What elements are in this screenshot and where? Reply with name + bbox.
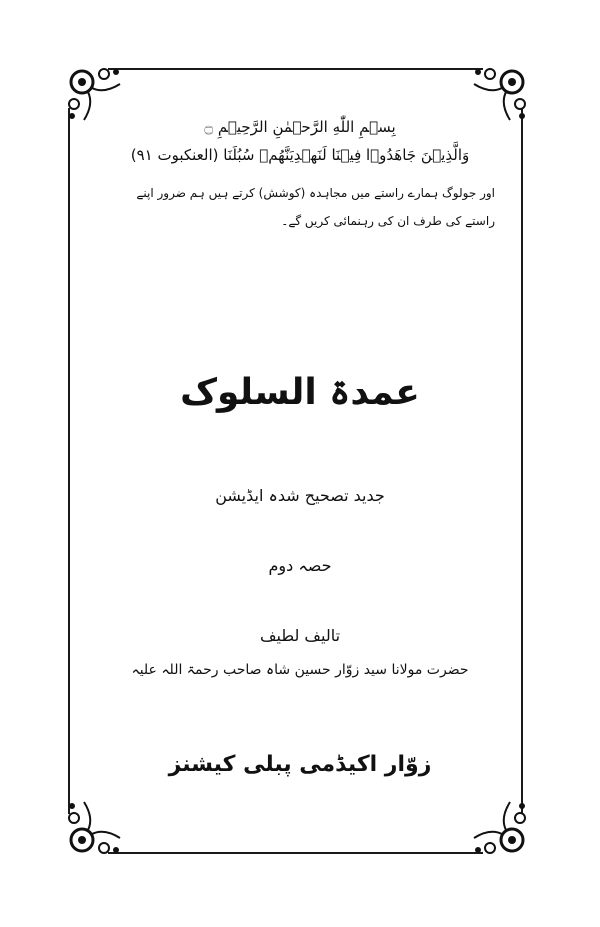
border-right: [521, 108, 523, 814]
author-label: تالیف لطیف: [259, 626, 341, 645]
translation-line-2: راستے کی طرف ان کی رہنمائی کریں گے۔: [281, 214, 495, 228]
edition-label: جدید تصحیح شدہ ایڈیشن: [215, 486, 385, 505]
quran-verse: وَالَّذِيۡنَ جَاهَدُوۡا فِيۡنَا لَنَهۡدِيَنَّهُمۡ سُبُلَنَا (العنکبوت ۹۱): [130, 146, 470, 164]
border-bottom: [108, 852, 483, 854]
corner-ornament-icon: [64, 798, 124, 858]
corner-ornament-icon: [470, 798, 530, 858]
border-top: [108, 68, 483, 70]
corner-ornament-icon: [64, 64, 124, 124]
author-name: حضرت مولانا سید زوّار حسین شاہ صاحب رحمۃ اللہ علیہ: [131, 662, 469, 678]
book-title: عمدۃ السلوک: [180, 372, 420, 413]
border-left: [68, 108, 70, 814]
bismillah: بِسۡمِ اللّٰهِ الرَّحۡمٰنِ الرَّحِيۡمِ ۝: [204, 118, 396, 136]
corner-ornament-icon: [470, 64, 530, 124]
volume-label: حصہ دوم: [268, 556, 332, 575]
translation-line-1: اور جولوگ ہمارے راستے میں مجاہدہ (کوشش) کرتے ہیں ہم ضرور اپنے: [136, 186, 495, 200]
publisher-name: زوّار اکیڈمی پبلی کیشنز: [168, 752, 432, 777]
